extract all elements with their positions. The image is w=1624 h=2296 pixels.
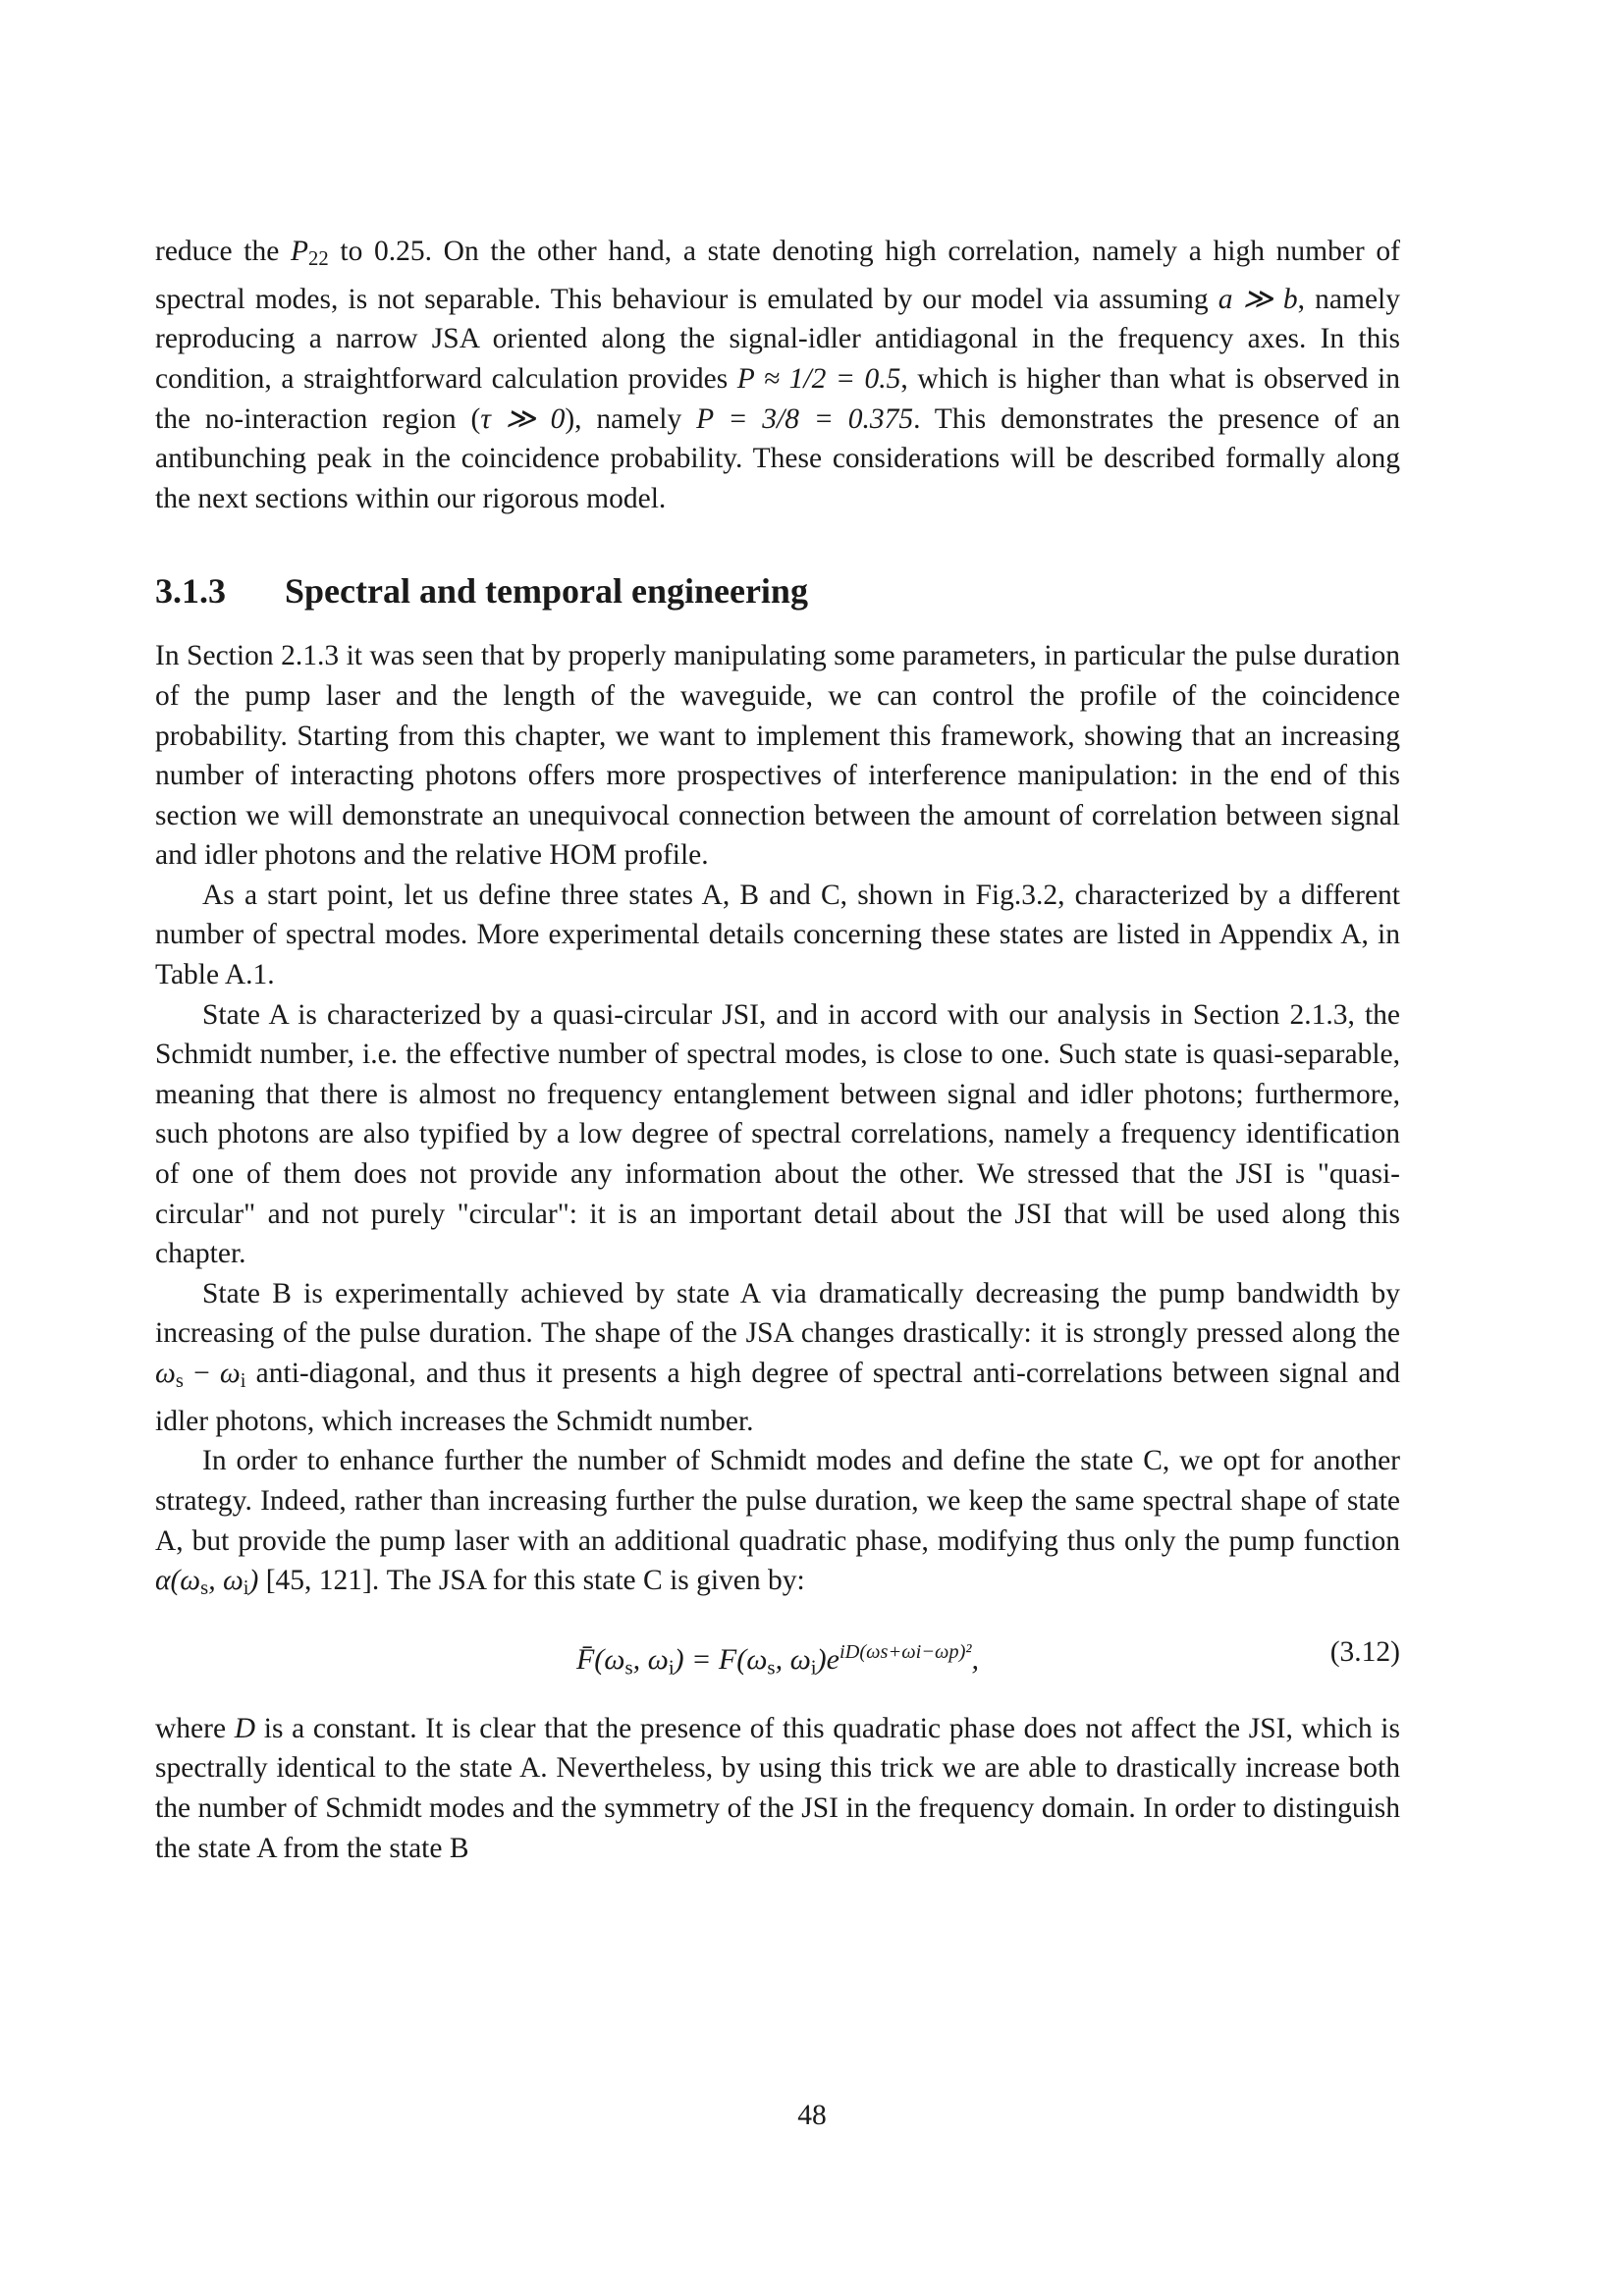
equation-expression: $F̄(\omega_s$, $\omega_i) = F(\omega_s$, $\omega_i)e^{iD(\omega s+\omega i-\omega p)^2}$, bbox=[575, 1640, 980, 1680]
page-body bbox=[155, 232, 1400, 1868]
paragraph-framework: In Section 2.1.3 it was seen that by properly manipulating some parameters, in particular the pulse duration of the pump laser and the length of the waveguide, we can control the profile of the coincidence probability. Starting from this chapter, we want to implement this framework, showing that an increasing number of interacting photons offers more prospectives of interference manipulation: in the end of this section we will demonstrate an unequivocal connection between the amount of correlation between signal and idler photons and the relative HOM profile. bbox=[155, 640, 1400, 872]
paragraph-quadratic-phase: where D is a constant. It is clear that the presence of this quadratic phase does not affect the JSI, which is spectrally identical to the state A. Nevertheless, by using this trick we are able to drastically increase both the number of Schmidt modes and the symmetry of the JSI in the frequency domain. In order to distinguish the state A from the state B bbox=[155, 1712, 1400, 1864]
section-heading bbox=[155, 569, 1400, 613]
equation-3-12 bbox=[155, 1632, 1400, 1687]
paragraph-state-b: State B is experimentally achieved by state A via dramatically decreasing the pump bandwidth by increasing of the pulse duration. The shape of the JSA changes drastically: it is strongly pressed along the $\omega_s - \omega_i$ anti-diagonal, and thus it presents a high degree of spectral anti-correlations between signal and idler photons, which increases the Schmidt number. bbox=[155, 1277, 1401, 1437]
paragraph-states-intro: As a start point, let us define three states A, B and C, shown in Fig.3.2, characterized by a different number of spectral modes. More experimental details concerning these states are listed in Appendix A, in Table A.1. bbox=[155, 879, 1400, 991]
paragraph-state-a: State A is characterized by a quasi-circular JSI, and in accord with our analysis in Section 2.1.3, the Schmidt number, i.e. the effective number of spectral modes, is close to one. Such state is quasi-separable, meaning that there is almost no frequency entanglement between signal and idler photons; furthermore, such photons are also typified by a low degree of spectral correlations, namely a frequency identification of one of them does not provide any information about the other. We stressed that the JSI is "quasi-circular" and not purely "circular": it is an important detail about the JSI that will be used along this chapter. bbox=[155, 998, 1400, 1270]
page-number: 48 bbox=[797, 2100, 827, 2131]
section-number: 3.1.3 bbox=[155, 571, 226, 612]
paragraph-antibunching: reduce the $P_{22}$ to 0.25. On the other hand, a state denoting high correlation, namely a high number of spectral modes, is not separable. This behaviour is emulated by our model via assuming a ≫ b, namely reproducing a narrow JSA oriented along the signal-idler antidiagonal in the frequency axes. In this condition, a straightforward calculation provides P ≈ 1/2 = 0.5, which is higher than what is observed in the no-interaction region (τ ≫ 0), namely P = 3/8 = 0.375. This demonstrates the presence of an antibunching peak in the coincidence probability. These considerations will be described formally along the next sections within our rigorous model. bbox=[155, 236, 1401, 514]
paragraph-state-c: In order to enhance further the number of Schmidt modes and define the state C, we opt for another strategy. Indeed, rather than increasing further the pulse duration, we keep the same spectral shape of state A, but provide the pump laser with an additional quadratic phase, modifying thus only the pump function $\alpha(\omega_s$, $\omega_i$) [45, 121]. The JSA for this state C is given by: bbox=[155, 1445, 1400, 1600]
equation-number: (3.12) bbox=[1329, 1635, 1400, 1668]
section-title: Spectral and temporal engineering bbox=[285, 571, 808, 612]
